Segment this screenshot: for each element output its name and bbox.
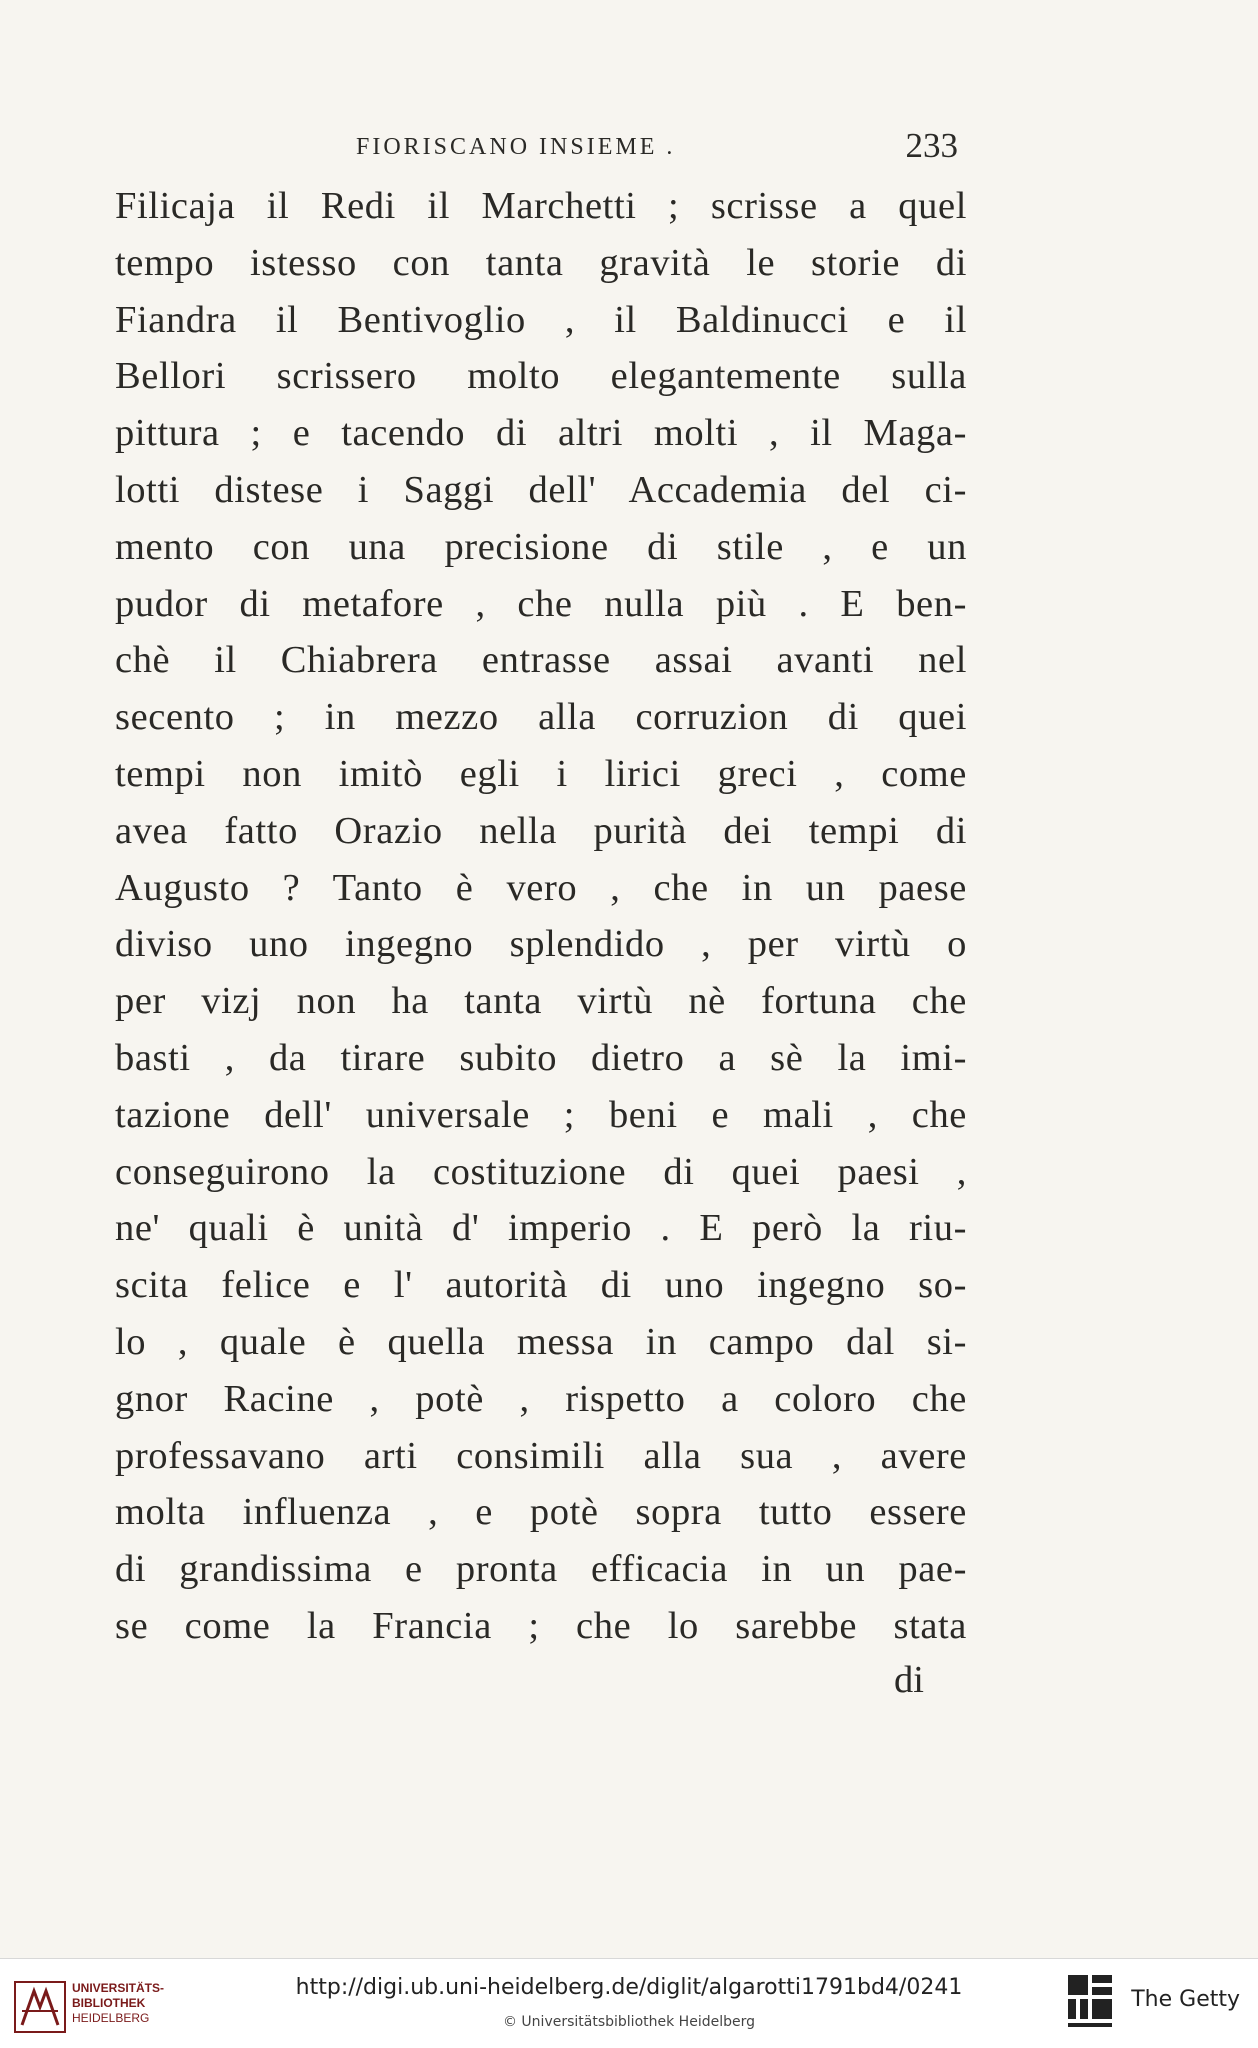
body-text: [115, 178, 967, 1655]
text-line: Filicaja il Redi il Marchetti ; scrisse a quel: [115, 185, 967, 227]
running-title: FIORISCANO INSIEME .: [356, 134, 676, 160]
text-line: pittura ; e tacendo di altri molti , il Maga-: [115, 412, 967, 455]
text-line: diviso uno ingegno splendido , per virtù o: [115, 923, 967, 966]
text-line: Fiandra il Bentivoglio , il Baldinucci e il: [115, 298, 967, 341]
viewer-footer: [0, 1958, 1258, 2048]
text-line: chè il Chiabrera entrasse assai avanti nel: [115, 639, 967, 682]
text-line: molta influenza , e potè sopra tutto essere: [115, 1491, 967, 1534]
page-header: [0, 126, 1258, 170]
text-line: lo , quale è quella messa in campo dal si-: [115, 1320, 967, 1363]
library-name-line: UNIVERSITÄTS-: [72, 1981, 165, 1995]
text-line: scita felice e l' autorità di uno ingegno so-: [115, 1264, 967, 1307]
library-name-line: BIBLIOTHEK: [72, 1996, 146, 2010]
text-line: Augusto ? Tanto è vero , che in un paese: [115, 866, 967, 909]
getty-logo-icon: [1066, 1973, 1116, 2035]
text-line: tazione dell' universale ; beni e mali , che: [115, 1093, 967, 1136]
partner-name: The Getty: [1131, 1987, 1240, 2012]
text-line: secento ; in mezzo alla corruzion di quei: [115, 696, 967, 739]
text-line: per vizj non ha tanta virtù nè fortuna che: [115, 980, 967, 1023]
text-line: pudor di metafore , che nulla più . E ben-: [115, 582, 967, 625]
copyright-notice: © Universitätsbibliothek Heidelberg: [502, 2014, 755, 2030]
text-line: professavano arti consimili alla sua , avere: [115, 1434, 967, 1477]
catchword: di: [894, 1659, 924, 1701]
text-line: se come la Francia ; che lo sarebbe stata: [115, 1604, 967, 1647]
permalink-url[interactable]: http://digi.ub.uni-heidelberg.de/diglit/algarotti1791bd4/0241: [295, 1975, 963, 2000]
text-line: basti , da tirare subito dietro a sè la imi-: [115, 1036, 967, 1079]
text-line: Bellori scrissero molto elegantemente sulla: [115, 355, 967, 398]
text-line: ne' quali è unità d' imperio . E però la riu-: [115, 1207, 967, 1250]
text-line: mento con una precisione di stile , e un: [115, 525, 967, 568]
text-line: tempo istesso con tanta gravità le storie di: [115, 241, 967, 284]
page-number: 233: [905, 126, 958, 165]
text-line: avea fatto Orazio nella purità dei tempi di: [115, 809, 967, 852]
text-line: di grandissima e pronta efficacia in un pae-: [115, 1548, 967, 1591]
text-line: gnor Racine , potè , rispetto a coloro che: [115, 1377, 967, 1420]
text-line: tempi non imitò egli i lirici greci , come: [115, 752, 967, 795]
text-line: conseguirono la costituzione di quei paesi ,: [115, 1150, 967, 1193]
library-name-line: HEIDELBERG: [72, 2011, 150, 2025]
text-line: lotti distese i Saggi dell' Accademia del ci-: [115, 468, 967, 511]
